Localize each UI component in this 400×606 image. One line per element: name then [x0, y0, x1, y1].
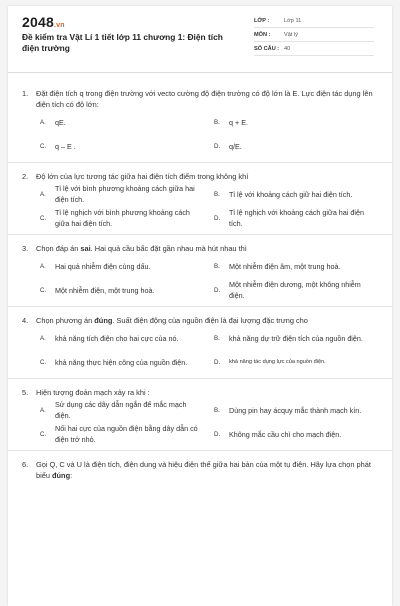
exam-page — [8, 6, 392, 606]
logo-suffix: .vn — [53, 22, 65, 29]
option-text: qE. — [55, 117, 66, 127]
option-label: C. — [40, 214, 47, 222]
option-text: Hai quả nhiễm điện cùng dấu. — [55, 261, 151, 271]
question-stem — [22, 379, 378, 398]
question-number: 2. — [22, 172, 29, 181]
question-stem — [22, 163, 378, 182]
question-list — [8, 80, 392, 481]
header-divider — [8, 72, 392, 73]
option-d[interactable] — [214, 134, 378, 158]
option-c[interactable] — [40, 278, 204, 302]
option-text: Một nhiễm điện dương, một không nhiễm điện. — [229, 280, 361, 300]
option-label: C. — [40, 358, 47, 366]
option-label: D. — [214, 430, 221, 438]
option-d[interactable] — [214, 350, 378, 374]
option-text: Tỉ lệ với bình phương khoảng cách giữa hai điện tích. — [55, 184, 195, 204]
option-label: B. — [214, 406, 220, 414]
meta-class-label: LỚP : — [254, 17, 270, 24]
question-text-pre: Chọn phương án — [36, 316, 95, 325]
question-4 — [8, 307, 392, 379]
option-d[interactable] — [214, 278, 378, 302]
option-text: q – E . — [55, 141, 76, 151]
question-text — [36, 459, 378, 481]
question-text — [36, 315, 378, 326]
meta-class — [254, 14, 374, 28]
option-a[interactable] — [40, 110, 204, 134]
question-stem — [22, 235, 378, 254]
question-text-pre: Chọn đáp án — [36, 244, 81, 253]
option-a[interactable] — [40, 254, 204, 278]
question-text-post: : — [70, 471, 73, 480]
option-text: khả năng dự trữ điện tích của nguồn điện. — [229, 333, 363, 343]
option-text: khả năng thực hiện công của nguồn điện. — [55, 357, 188, 367]
answer-options — [22, 398, 378, 450]
question-text-post: . Hai quả cầu bấc đặt gần nhau mà hút nhau thì — [90, 244, 247, 253]
option-text: Không mắc cầu chì cho mạch điện. — [229, 429, 342, 439]
question-text-pre: Gọi Q, C và U là điện tích, điện dung và hiệu điện thế giữa hai bản của một tụ điện. Hãy lựa chọn phát biểu — [36, 460, 371, 480]
question-text-emphasis: sai — [80, 244, 91, 253]
exam-header — [8, 6, 392, 66]
question-1 — [8, 80, 392, 163]
answer-options — [22, 110, 378, 162]
option-text: Tỉ lệ với khoảng cách giữ hai điện tích. — [229, 189, 353, 199]
option-label: C. — [40, 142, 47, 150]
meta-count-value: 40 — [284, 45, 291, 52]
option-label: B. — [214, 118, 220, 126]
option-label: A. — [40, 334, 46, 342]
option-text: Dùng pin hay ácquy mắc thành mạch kín. — [229, 405, 362, 415]
question-text-emphasis: đúng — [52, 471, 71, 480]
answer-options — [22, 326, 378, 378]
exam-meta — [254, 14, 374, 56]
option-d[interactable] — [214, 422, 378, 446]
option-label: D. — [214, 358, 221, 366]
question-number: 3. — [22, 244, 29, 253]
answer-options — [22, 182, 378, 234]
option-text: Tỉ lệ nghịch với bình phương khoảng cách giữa hai điện tích. — [55, 208, 190, 228]
option-a[interactable] — [40, 182, 204, 206]
question-2 — [8, 163, 392, 235]
option-a[interactable] — [40, 326, 204, 350]
option-label: D. — [214, 214, 221, 222]
question-stem — [22, 80, 378, 110]
question-text: Hiện tượng đoản mạch xảy ra khi : — [36, 388, 150, 397]
question-text: Đặt điện tích q trong điện trường với vecto cường độ điện trường có độ lớn là E. Lực điện tác dụng lên điện tích có độ lớn: — [36, 89, 373, 109]
question-5 — [8, 379, 392, 451]
option-label: C. — [40, 286, 47, 294]
answer-options — [22, 254, 378, 306]
question-stem — [22, 451, 378, 481]
option-label: D. — [214, 286, 221, 294]
option-b[interactable] — [214, 182, 378, 206]
question-number: 5. — [22, 388, 29, 397]
option-label: A. — [40, 190, 46, 198]
option-text: khả năng tác dụng lực của nguồn điện. — [229, 358, 326, 365]
question-text: Độ lớn của lực tương tác giữa hai điện tích điểm trong không khí — [36, 172, 249, 181]
meta-subject-label: MÔN : — [254, 31, 271, 38]
meta-subject — [254, 28, 374, 42]
option-text: Tỉ lệ nghịch với khoảng cách giữa hai điện tích. — [229, 208, 364, 228]
option-text: Nối hai cực của nguồn điện bằng dây dẫn có điện trở nhỏ. — [55, 424, 198, 444]
meta-question-count — [254, 42, 374, 56]
option-b[interactable] — [214, 254, 378, 278]
option-a[interactable] — [40, 398, 204, 422]
option-label: D. — [214, 142, 221, 150]
option-text: q/E. — [229, 141, 242, 151]
option-text: Một nhiễm điện, một trung hoà. — [55, 285, 155, 295]
option-label: B. — [214, 334, 220, 342]
question-text-emphasis: đúng — [94, 316, 113, 325]
question-text-post: . Suất điện động của nguồn điện là đại lượng đặc trưng cho — [112, 316, 308, 325]
question-number: 1. — [22, 89, 29, 98]
option-text: Sử dụng các dây dẫn ngắn để mắc mạch điện. — [55, 400, 187, 420]
exam-title: Đề kiểm tra Vật Lí 1 tiết lớp 11 chương 1: Điện tích điện trường — [22, 32, 223, 53]
option-b[interactable] — [214, 326, 378, 350]
option-label: A. — [40, 262, 46, 270]
meta-count-label: SỐ CÂU : — [254, 45, 280, 52]
option-text: khả năng tích điện cho hai cực của nó. — [55, 333, 179, 343]
question-3 — [8, 235, 392, 307]
question-number: 6. — [22, 460, 29, 469]
option-b[interactable] — [214, 110, 378, 134]
question-stem — [22, 307, 378, 326]
meta-class-value: Lớp 11 — [284, 17, 302, 24]
question-6 — [8, 451, 392, 481]
question-number: 4. — [22, 316, 29, 325]
meta-subject-value: Vật lý — [284, 31, 298, 38]
option-label: B. — [214, 190, 220, 198]
option-c[interactable] — [40, 206, 204, 230]
option-c[interactable] — [40, 422, 204, 446]
option-d[interactable] — [214, 206, 378, 230]
option-text: q + E. — [229, 117, 248, 127]
option-c[interactable] — [40, 134, 204, 158]
option-text: Một nhiễm điện âm, một trung hoà. — [229, 261, 341, 271]
logo-text: 2048 — [22, 14, 54, 30]
option-c[interactable] — [40, 350, 204, 374]
question-text — [36, 243, 378, 254]
option-label: A. — [40, 406, 46, 414]
option-label: B. — [214, 262, 220, 270]
option-label: C. — [40, 430, 47, 438]
option-label: A. — [40, 118, 46, 126]
option-b[interactable] — [214, 398, 378, 422]
